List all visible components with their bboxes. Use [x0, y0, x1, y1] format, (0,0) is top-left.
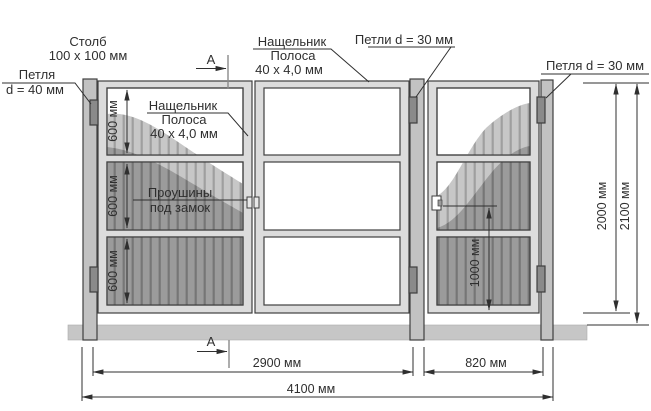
dim-gate-width-label: 2900 мм — [252, 356, 302, 370]
label-lock-lugs-line2: под замок — [149, 200, 211, 215]
label-flashing-leaf-line3: 40 x 4,0 мм — [150, 126, 218, 141]
dim-panel1-label: 600 мм — [106, 100, 120, 142]
dim-total-height-label: 2100 мм — [618, 181, 632, 231]
label-hinge-left-line1: Петля — [18, 67, 56, 82]
dim-wicket-width-label: 820 мм — [465, 356, 507, 370]
label-flashing-leaf-line1: Нащельник — [148, 98, 218, 113]
ground-strip — [68, 325, 587, 340]
dim-panel2-label: 600 мм — [106, 175, 120, 217]
section-marker-bottom-label: А — [206, 334, 216, 349]
dim-total-width-label: 4100 мм — [286, 382, 336, 396]
dim-panel3-label: 600 мм — [106, 250, 120, 292]
label-hinge-left-line2: d = 40 мм — [6, 82, 64, 97]
wicket-door — [428, 81, 539, 313]
label-hinge-left — [2, 67, 91, 104]
label-hinge-wicket-line1: Петля d = 30 мм — [545, 58, 645, 73]
hinge-wicket-top — [537, 97, 545, 123]
wicket-lock-lug — [432, 196, 442, 210]
dim-widths-bottom — [82, 347, 553, 401]
label-post-line1: Столб — [69, 34, 107, 49]
hinge-middle-top — [409, 97, 417, 123]
gate-leaf-right — [255, 81, 409, 313]
dim-lock-height-label: 1000 мм — [468, 238, 482, 288]
label-flashing-top-line2: Полоса — [270, 48, 316, 63]
label-flashing-top-line3: 40 x 4,0 мм — [255, 62, 323, 77]
dim-gate-height-label: 2000 мм — [595, 181, 609, 231]
dim-heights-right — [583, 83, 649, 325]
label-flashing-top — [253, 34, 369, 82]
lock-lugs — [247, 197, 259, 208]
hinge-left-bottom — [90, 267, 98, 292]
label-post — [49, 34, 128, 63]
label-hinge-wicket — [541, 58, 649, 98]
label-hinges-middle-line1: Петли d = 30 мм — [354, 32, 454, 47]
label-lock-lugs-line1: Проушины — [147, 185, 213, 200]
hinge-wicket-bottom — [537, 266, 545, 292]
label-flashing-top-line1: Нащельник — [257, 34, 327, 49]
hinge-middle-bottom — [409, 267, 417, 293]
label-post-line2: 100 x 100 мм — [48, 48, 128, 63]
label-flashing-leaf-line2: Полоса — [161, 112, 207, 127]
section-marker-top-label: А — [206, 52, 216, 67]
